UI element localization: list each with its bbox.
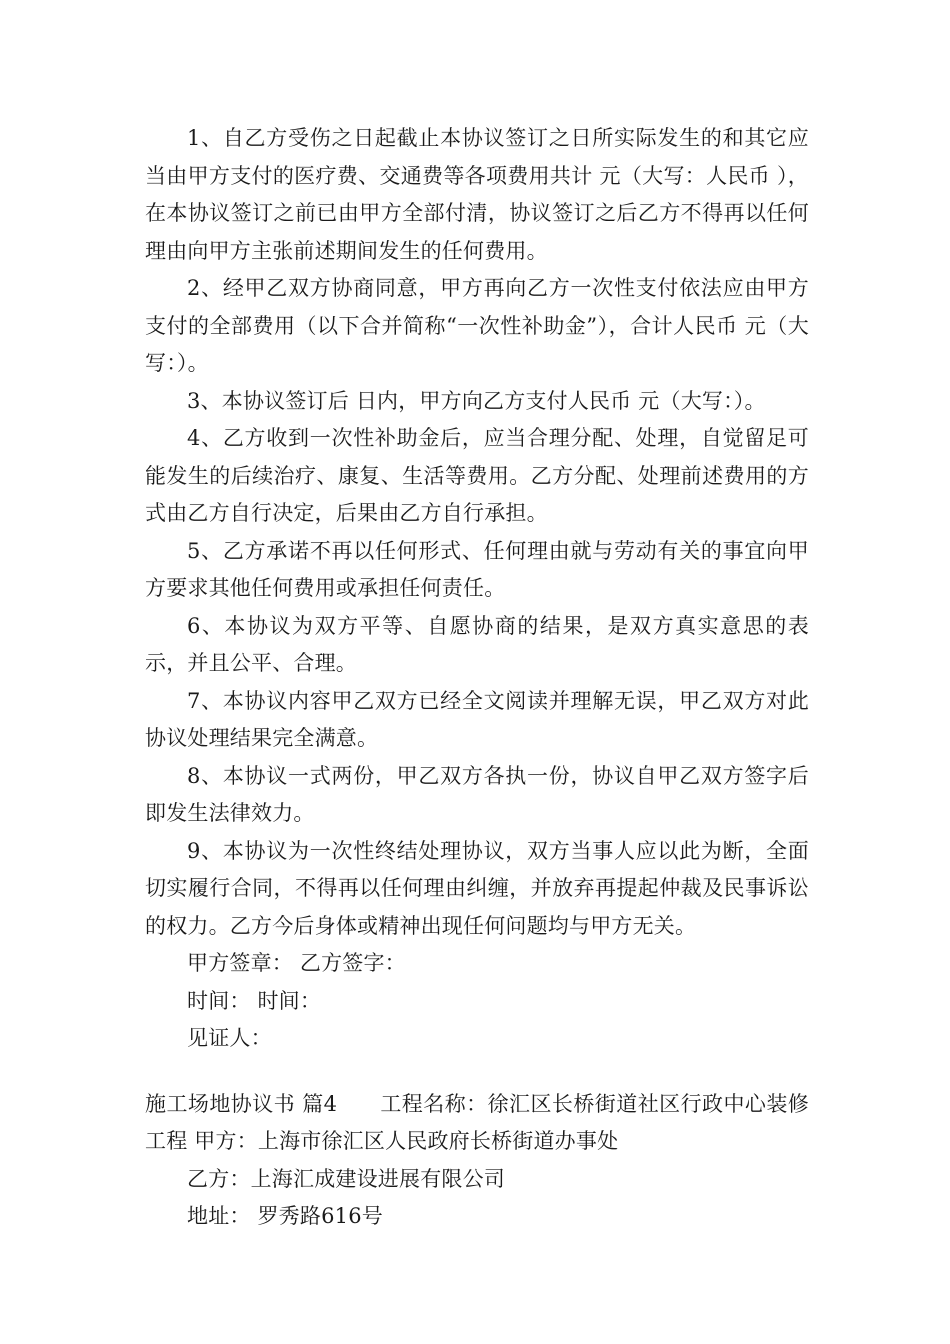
address-line: 地址： 罗秀路616号 [187, 1204, 383, 1228]
clause-6: 6、本协议为双方平等、自愿协商的结果，是双方真实意思的表示，并且公平、合理。 [145, 613, 809, 675]
clause-5: 5、乙方承诺不再以任何形式、任何理由就与劳动有关的事宜向甲方要求其他任何费用或承担任何责任。 [145, 538, 809, 600]
clause-4: 4、乙方收到一次性补助金后，应当合理分配、处理，自觉留足可能发生的后续治疗、康复、生活等费用。乙方分配、处理前述费用的方式由乙方自行决定，后果由乙方自行承担。 [145, 426, 809, 525]
signature-line-time: 时间： 时间： [187, 988, 322, 1013]
signature-line-parties: 甲方签章： 乙方签字： [187, 951, 406, 975]
clause-3: 3、本协议签订后 日内，甲方向乙方支付人民币 元（大写：）。 [187, 388, 766, 413]
clause-7: 7、本协议内容甲乙双方已经全文阅读并理解无误，甲乙双方对此协议处理结果完全满意。 [145, 688, 809, 750]
clause-1: 1、自乙方受伤之日起截止本协议签订之日所实际发生的和其它应当由甲方支付的医疗费、交通费等各项费用共计 元（大写：人民币 ），在本协议签订之前已由甲方全部付清，协议签订之后乙方不得再以任何理由向甲方主张前述期间发生的任何费用。 [145, 126, 809, 263]
document-page [145, 120, 809, 1236]
clause-8: 8、本协议一式两份，甲乙双方各执一份，协议自甲乙双方签字后即发生法律效力。 [145, 763, 809, 825]
section-heading: 施工场地协议书 篇4 工程名称：徐汇区长桥街道社区行政中心装修工程 甲方：上海市徐汇区人民政府长桥街道办事处 [145, 1091, 809, 1153]
party-b-line: 乙方：上海汇成建设进展有限公司 [187, 1166, 505, 1191]
clause-2: 2、经甲乙双方协商同意，甲方再向乙方一次性支付依法应由甲方支付的全部费用（以下合并简称“一次性补助金”），合计人民币 元（大写：）。 [145, 276, 809, 375]
clause-9: 9、本协议为一次性终结处理协议，双方当事人应以此为断，全面切实履行合同，不得再以任何理由纠缠，并放弃再提起仲裁及民事诉讼的权力。乙方今后身体或精神出现任何问题均与甲方无关。 [145, 838, 809, 938]
section-gap [145, 1058, 809, 1086]
signature-line-witness: 见证人： [187, 1026, 272, 1050]
